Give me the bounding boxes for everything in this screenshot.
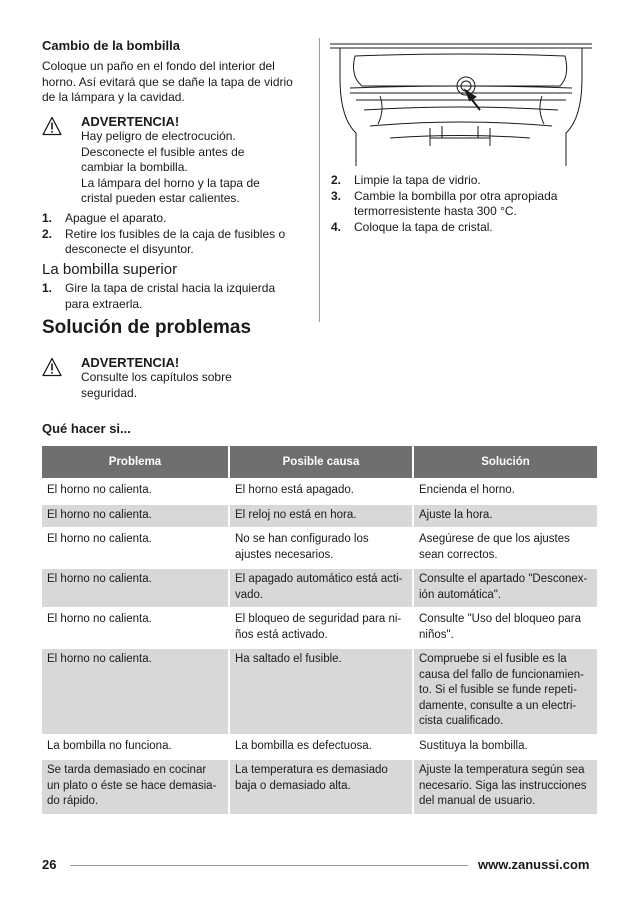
table-row — [42, 528, 597, 568]
step-text: Limpie la tapa de vidrio. — [354, 173, 481, 187]
list-item — [331, 220, 601, 236]
troubleshooting-table — [42, 446, 597, 814]
cause-cell — [229, 568, 413, 608]
step-text: termorresistente hasta 300 °C. — [354, 204, 517, 218]
oven-lamp-illustration — [330, 38, 600, 166]
table-row — [42, 608, 597, 648]
text-line: Desconecte el fusible antes de — [81, 144, 245, 159]
what-to-do-subtitle: Qué hacer si... — [42, 421, 131, 436]
problem-cell — [42, 479, 229, 504]
cell-line: La temperatura es demasiado — [235, 764, 388, 776]
cell-line: El horno no calienta. — [47, 613, 152, 625]
cell-line: ión automática". — [419, 588, 502, 601]
step-text: Retire los fusibles de la caja de fusibles o — [65, 226, 286, 241]
cause-cell — [229, 504, 413, 529]
table-row — [42, 568, 597, 608]
cell-line: Ajuste la temperatura según sea — [419, 764, 585, 776]
cell-line: ños está activado. — [235, 628, 328, 641]
text-line: Consulte los capítulos sobre — [81, 370, 232, 384]
troubleshooting-title: Solución de problemas — [42, 317, 252, 338]
cell-line: to. Si el fusible se funde repeti- — [419, 684, 577, 696]
cause-cell — [229, 528, 413, 568]
cell-line: El reloj no está en hora. — [235, 508, 357, 521]
cell-line: ajustes necesarios. — [235, 548, 334, 561]
warning-text — [81, 370, 232, 401]
column-header-cause: Posible causa — [229, 446, 413, 479]
cell-line: sean correctos. — [419, 548, 498, 561]
cell-line: Ajuste la hora. — [419, 508, 493, 521]
cell-line: del manual de usuario. — [419, 795, 536, 807]
step-text: desconecte el disyuntor. — [65, 242, 194, 256]
cell-line: El horno está apagado. — [235, 484, 354, 496]
step-text: Cambie la bombilla por otra apropiada — [354, 188, 558, 203]
cause-cell — [229, 735, 413, 760]
step-text: para extraerla. — [65, 296, 143, 311]
warning-triangle-icon — [42, 116, 62, 136]
cell-line: necesario. Siga las instrucciones — [419, 779, 587, 792]
cause-cell — [229, 759, 413, 814]
step-text: Apague el aparato. — [65, 211, 167, 225]
solution-cell — [413, 735, 597, 760]
table-row — [42, 648, 597, 735]
cell-line: Ha saltado el fusible. — [235, 653, 342, 665]
text-line: La lámpara del horno y la tapa de — [81, 175, 260, 190]
table-row — [42, 504, 597, 529]
cause-cell — [229, 648, 413, 735]
text-line: cristal pueden estar calientes. — [81, 191, 240, 205]
list-item — [42, 281, 317, 312]
cell-line: Consulte "Uso del bloqueo para — [419, 613, 581, 625]
cause-cell — [229, 479, 413, 504]
step-number: 3. — [331, 188, 342, 203]
text-line: seguridad. — [81, 385, 138, 400]
website-link[interactable]: www.zanussi.com — [478, 857, 590, 872]
cell-line: El horno no calienta. — [47, 533, 152, 545]
solution-cell — [413, 608, 597, 648]
troubleshooting-table-wrapper — [42, 446, 597, 814]
step-text: Coloque la tapa de cristal. — [354, 219, 493, 234]
column-divider — [319, 38, 320, 322]
list-item — [42, 211, 317, 227]
list-item — [331, 189, 601, 220]
cell-line: El horno no calienta. — [47, 653, 152, 665]
problem-cell — [42, 528, 229, 568]
cell-line: damente, consulte a un electri- — [419, 699, 577, 712]
cell-line: un plato o éste se hace demasia- — [47, 779, 217, 792]
cell-line: El apagado automático está acti- — [235, 573, 403, 585]
warning-title: ADVERTENCIA! — [81, 355, 180, 370]
problem-cell — [42, 735, 229, 760]
step-number: 2. — [331, 173, 342, 187]
cause-cell — [229, 608, 413, 648]
warning-title: ADVERTENCIA! — [81, 114, 180, 129]
bulb-steps-list — [42, 211, 317, 258]
cell-line: causa del fallo de funcionamien- — [419, 668, 584, 681]
column-header-problem: Problema — [42, 446, 229, 479]
step-number: 1. — [42, 211, 53, 225]
problem-cell — [42, 759, 229, 814]
upper-bulb-steps-list — [42, 281, 317, 312]
problem-cell — [42, 648, 229, 735]
solution-cell — [413, 568, 597, 608]
step-number: 1. — [42, 281, 53, 295]
cell-line: La bombilla no funciona. — [47, 739, 172, 752]
cell-line: El bloqueo de seguridad para ni- — [235, 613, 402, 625]
cell-line: Sustituya la bombilla. — [419, 739, 528, 752]
step-number: 2. — [42, 226, 53, 241]
list-item — [42, 227, 317, 258]
cell-line: Consulte el apartado "Desconex- — [419, 573, 588, 585]
footer-rule — [70, 865, 468, 866]
column-header-solution: Solución — [413, 446, 597, 479]
cell-line: El horno no calienta. — [47, 484, 152, 496]
warning-triangle-icon — [42, 357, 62, 377]
text-line: cambiar la bombilla. — [81, 160, 188, 174]
warning-text — [81, 129, 260, 207]
solution-cell — [413, 648, 597, 735]
solution-cell — [413, 528, 597, 568]
solution-cell — [413, 479, 597, 504]
cell-line: El horno no calienta. — [47, 508, 152, 521]
problem-cell — [42, 504, 229, 529]
cell-line: vado. — [235, 588, 264, 601]
table-row — [42, 759, 597, 814]
cell-line: do rápido. — [47, 795, 99, 807]
text-line: horno. Así evitará que se dañe la tapa de vidrio — [42, 74, 293, 89]
bulb-change-title: Cambio de la bombilla — [42, 38, 180, 53]
list-item — [331, 173, 601, 189]
problem-cell — [42, 568, 229, 608]
problem-cell — [42, 608, 229, 648]
step-number: 4. — [331, 219, 342, 234]
table-header-row — [42, 446, 597, 479]
cell-line: Compruebe si el fusible es la — [419, 653, 567, 665]
text-line: Coloque un paño en el fondo del interior del — [42, 59, 275, 73]
cell-line: La bombilla es defectuosa. — [235, 739, 372, 752]
cell-line: No se han configurado los — [235, 533, 369, 545]
table-row — [42, 735, 597, 760]
table-row — [42, 479, 597, 504]
cell-line: Encienda el horno. — [419, 484, 515, 496]
bulb-change-intro — [42, 59, 312, 106]
cell-line: niños". — [419, 628, 454, 641]
cell-line: cista cualificado. — [419, 715, 504, 727]
solution-cell — [413, 504, 597, 529]
bulb-steps-continued-list — [331, 173, 601, 235]
solution-cell — [413, 759, 597, 814]
text-line: Hay peligro de electrocución. — [81, 129, 236, 143]
page-number: 26 — [42, 857, 57, 872]
cell-line: Se tarda demasiado en cocinar — [47, 764, 207, 776]
upper-bulb-title: La bombilla superior — [42, 261, 178, 278]
cell-line: El horno no calienta. — [47, 573, 152, 585]
cell-line: baja o demasiado alta. — [235, 779, 351, 792]
text-line: de la lámpara y la cavidad. — [42, 90, 185, 104]
cell-line: Asegúrese de que los ajustes — [419, 533, 570, 545]
step-text: Gire la tapa de cristal hacia la izquierda — [65, 281, 276, 295]
